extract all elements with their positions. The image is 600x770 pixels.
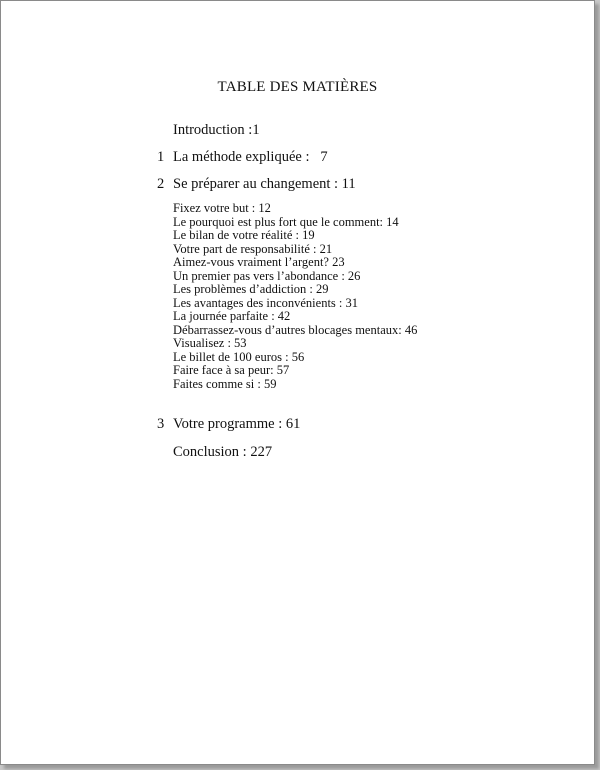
- toc-entry-conclusion: [173, 444, 272, 461]
- subsection-item: Le pourquoi est plus fort que le comment: 14: [173, 214, 399, 229]
- chapter-number: 2: [157, 176, 165, 192]
- toc-entry-chapter-1: [157, 149, 328, 166]
- toc-entry-text: Se préparer au changement : 11: [173, 176, 356, 192]
- toc-entry-text: Conclusion : 227: [173, 444, 273, 460]
- chapter-number: 1: [157, 149, 165, 165]
- subsection-item: Faites comme si : 59: [173, 376, 277, 391]
- subsection-item: Visualisez : 53: [173, 336, 247, 350]
- subsection-item: Faire face à sa peur: 57: [173, 363, 290, 377]
- toc-entry-text: Votre programme : 61: [173, 416, 301, 432]
- page-title: TABLE DES MATIÈRES: [217, 79, 378, 95]
- subsection-item: Les problèmes d’addiction : 29: [173, 282, 329, 296]
- subsection-item: Débarrassez-vous d’autres blocages mentaux: 46: [173, 322, 418, 337]
- subsection-item: La journée parfaite : 42: [173, 309, 291, 323]
- toc-entry-text: Introduction :1: [173, 122, 260, 138]
- subsection-list: [173, 202, 417, 391]
- subsection-item: Le bilan de votre réalité : 19: [173, 228, 315, 242]
- toc-entry-chapter-2: [157, 176, 356, 193]
- subsection-item: Votre part de responsabilité : 21: [173, 241, 333, 256]
- toc-entry-text: La méthode expliquée : 7: [173, 149, 328, 165]
- subsection-item: Aimez-vous vraiment l’argent? 23: [173, 255, 345, 269]
- subsection-item: Fixez votre but : 12: [173, 201, 271, 215]
- subsection-item: Les avantages des inconvénients : 31: [173, 295, 359, 310]
- toc-entry-chapter-3: [157, 416, 301, 433]
- subsection-item: Un premier pas vers l’abondance : 26: [173, 268, 361, 283]
- chapter-number: 3: [157, 416, 165, 432]
- toc-entry-introduction: [173, 122, 260, 139]
- subsection-item: Le billet de 100 euros : 56: [173, 349, 305, 364]
